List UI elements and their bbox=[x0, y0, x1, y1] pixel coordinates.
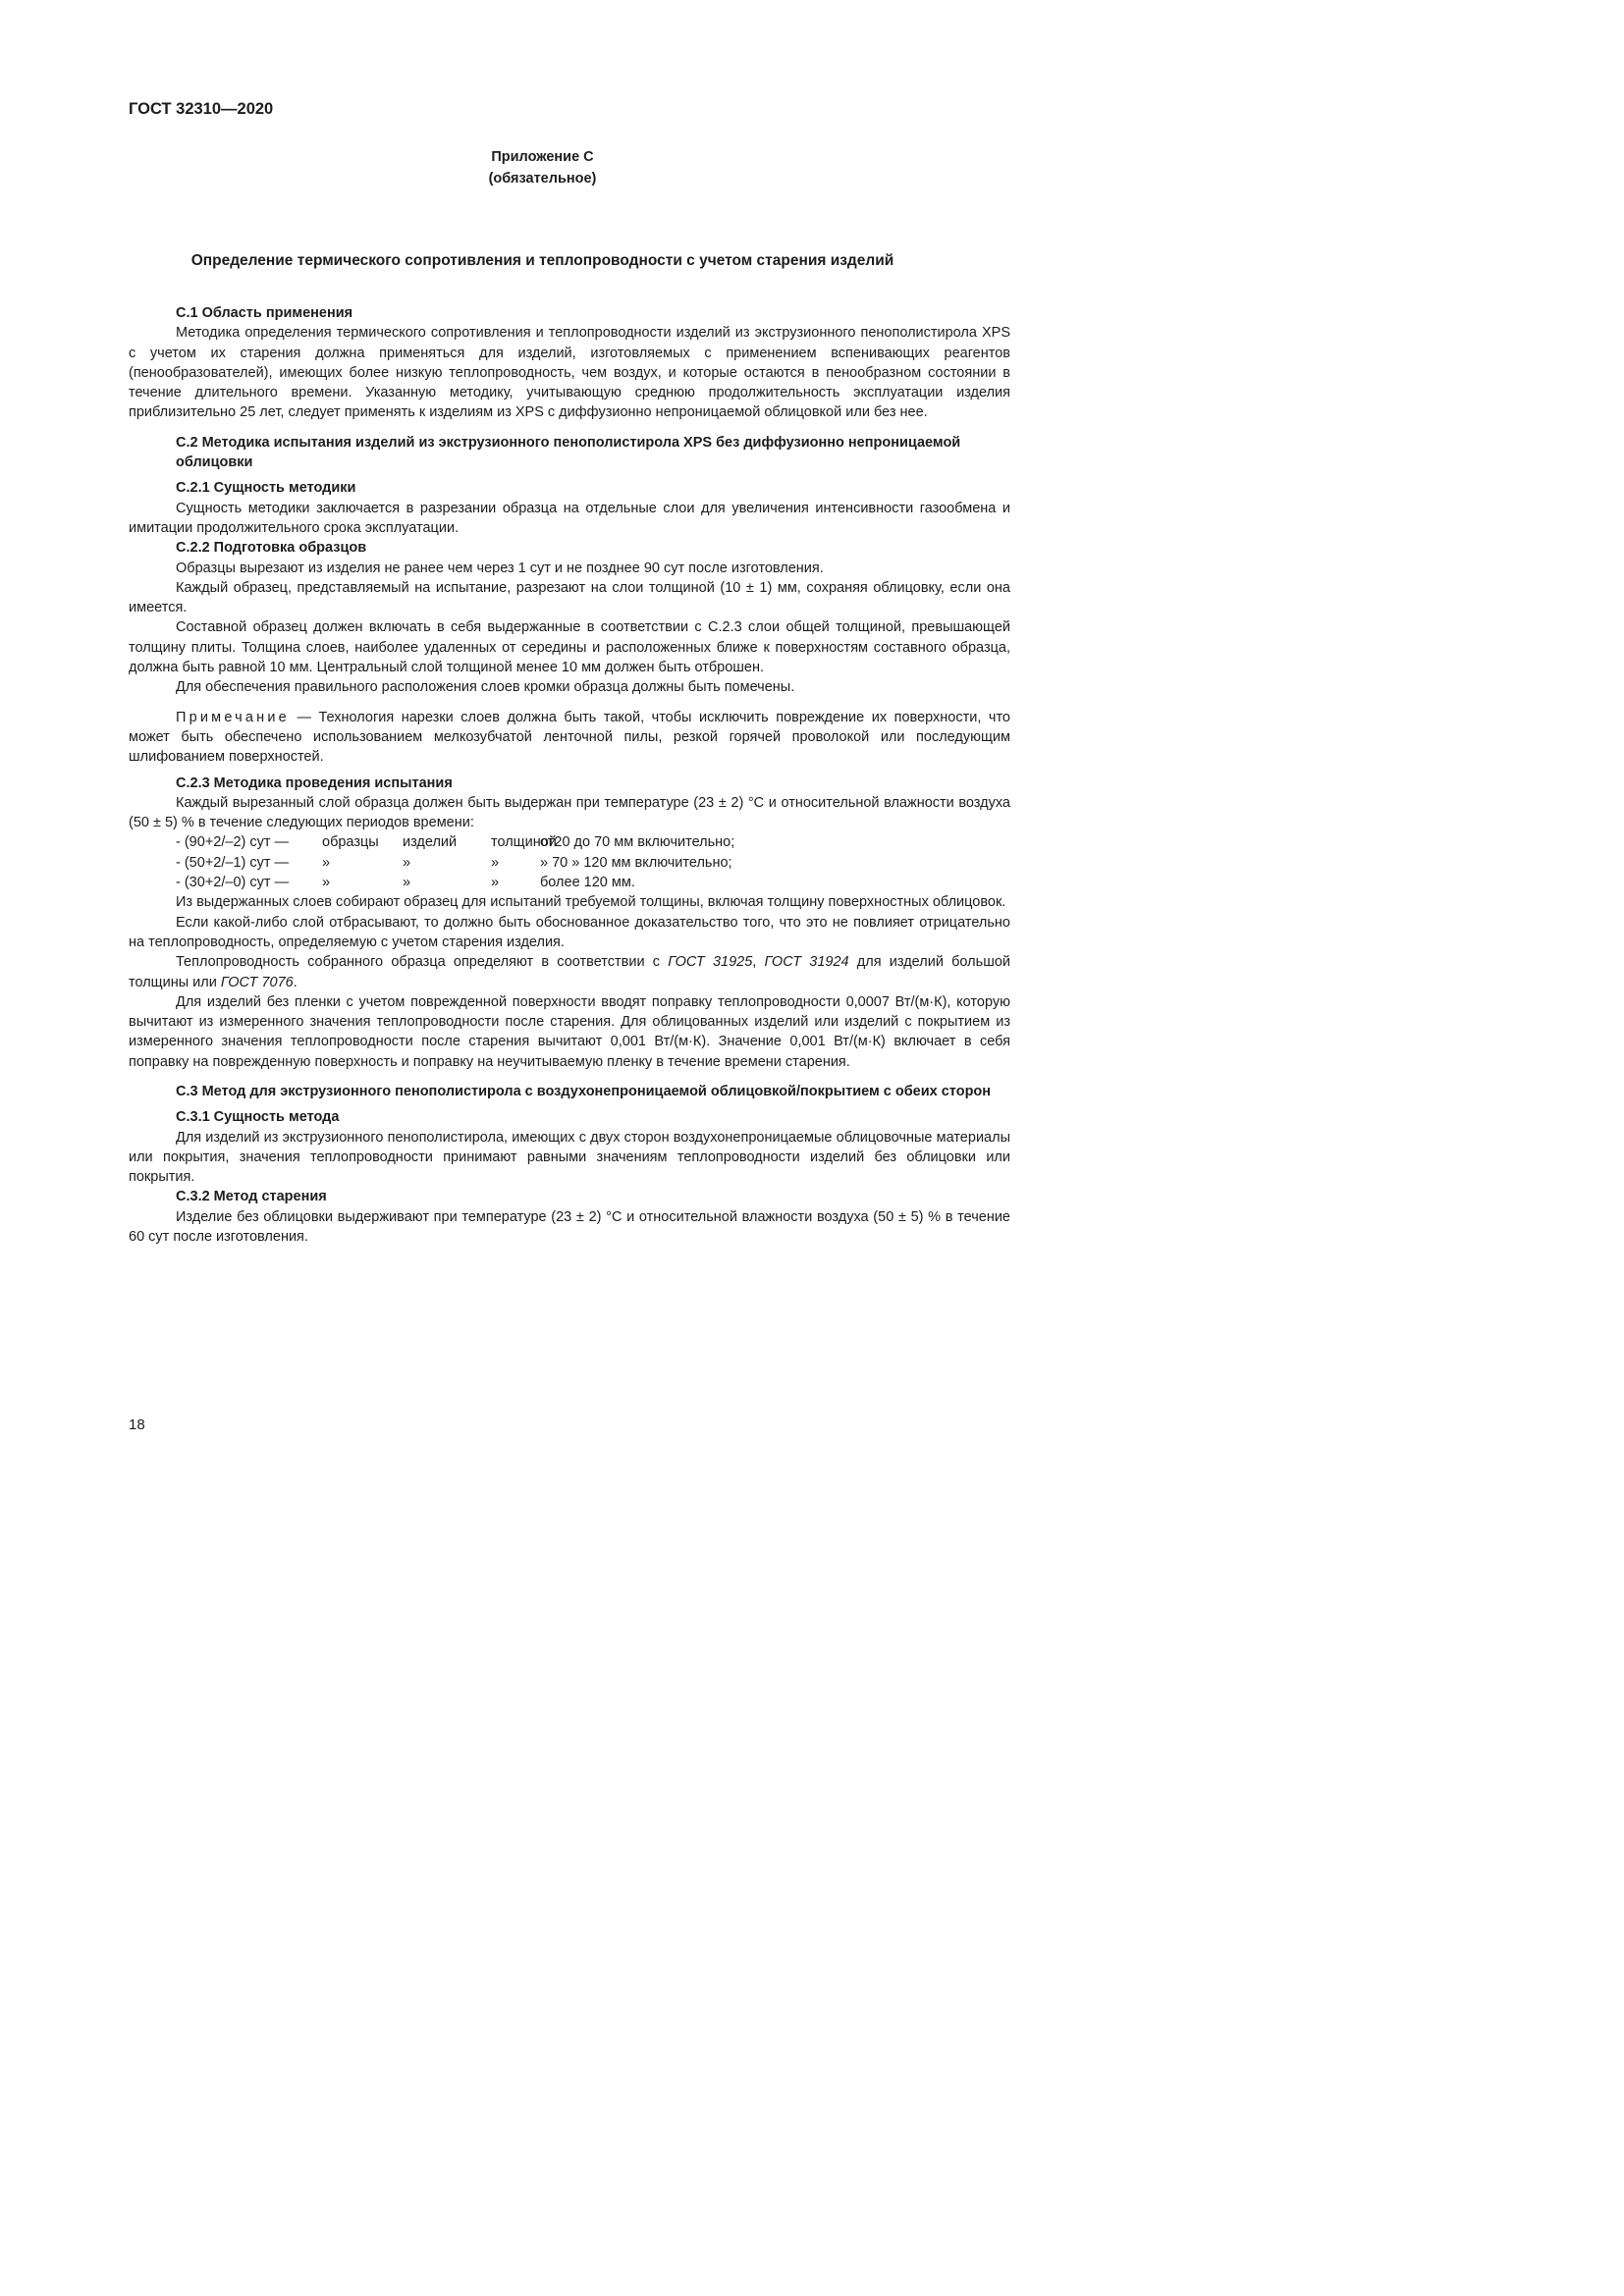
section-heading-c2: С.2 Методика испытания изделий из экструзионного пенополистирола XPS без диффузионно непроницаемой облицовки bbox=[176, 434, 961, 471]
document-body bbox=[129, 303, 1010, 1247]
note-label: Примечание bbox=[176, 709, 290, 725]
list-item: - (30+2/–0) сут — » » » более 120 мм. bbox=[176, 875, 635, 891]
list-item: - (50+2/–1) сут — » » » » 70 » 120 мм включительно; bbox=[176, 854, 732, 871]
aging-periods-list bbox=[129, 832, 1010, 892]
section-heading-c3: С.3 Метод для экструзионного пенополистирола с воздухонепроницаемой облицовкой/покрытием с обеих сторон bbox=[176, 1083, 992, 1099]
subsection-heading-c3-2: С.3.2 Метод старения bbox=[176, 1189, 327, 1205]
paragraph-c2-1: Сущность методики заключается в разрезании образца на отдельные слои для увеличения интенсивности газообмена и имитации продолжительного срока эксплуатации. bbox=[129, 500, 1010, 536]
paragraph-c2-3-4: Теплопроводность собранного образца определяют в соответствии с ГОСТ 31925, ГОСТ 31924 для изделий большой толщины или ГОСТ 7076. bbox=[129, 954, 1010, 990]
paragraph-c2-2-2: Каждый образец, представляемый на испытание, разрезают на слои толщиной (10 ± 1) мм, сохраняя облицовку, если она имеется. bbox=[129, 579, 1010, 616]
paragraph-c2-3-3: Если какой-либо слой отбрасывают, то должно быть обоснованное доказательство того, что это не повлияет отрицательно на теплопроводность, определяемую с учетом старения изделия. bbox=[129, 914, 1010, 950]
paragraph-c2-3-2: Из выдержанных слоев собирают образец для испытаний требуемой толщины, включая толщину поверхностных облицовок. bbox=[176, 894, 1006, 911]
paragraph-c2-2-3: Составной образец должен включать в себя выдержанные в соответствии с С.2.3 слои общей толщиной, превышающей толщину плиты. Толщина слоев, наиболее удаленных от середины и расположенных ближе к поверхностям составного образца, должна быть равной 10 мм. Центральный слой толщиной менее 10 мм должен быть отброшен. bbox=[129, 619, 1010, 676]
reference-link: ГОСТ 31924 bbox=[764, 954, 849, 971]
appendix-status: (обязательное) bbox=[488, 171, 597, 187]
document-page bbox=[0, 0, 1085, 1534]
section-heading-c1: С.1 Область применения bbox=[176, 305, 353, 321]
paragraph-c2-3-1: Каждый вырезанный слой образца должен быть выдержан при температуре (23 ± 2) °С и относительной влажности воздуха (50 ± 5) % в течение следующих периодов времени: bbox=[129, 794, 1010, 831]
note bbox=[129, 708, 1010, 768]
appendix-title: Приложение С bbox=[491, 149, 594, 165]
paragraph-c3-1: Для изделий из экструзионного пенополистирола, имеющих с двух сторон воздухонепроницаемые облицовочные материалы или покрытия, значения теплопроводности принимают равными значениям теплопроводности изделий без облицовки или покрытия. bbox=[129, 1129, 1010, 1186]
subsection-heading-c2-3: С.2.3 Методика проведения испытания bbox=[176, 774, 453, 791]
subsection-heading-c2-2: С.2.2 Подготовка образцов bbox=[176, 540, 367, 557]
list-item: - (90+2/–2) сут — образцы изделий толщиной от20 до 70 мм включительно; bbox=[176, 834, 735, 851]
document-header: ГОСТ 32310—2020 bbox=[129, 100, 274, 118]
paragraph-c3-2: Изделие без облицовки выдерживают при температуре (23 ± 2) °С и относительной влажности воздуха (50 ± 5) % в течение 60 сут после изготовления. bbox=[129, 1208, 1010, 1246]
reference-link: ГОСТ 7076 bbox=[220, 974, 294, 990]
subsection-heading-c2-1: С.2.1 Сущность методики bbox=[176, 480, 356, 497]
paragraph-c2-2-4: Для обеспечения правильного расположения слоев кромки образца должны быть помечены. bbox=[176, 679, 795, 696]
paragraph-c2-2-1: Образцы вырезают из изделия не ранее чем через 1 сут и не позднее 90 сут после изготовления. bbox=[176, 560, 824, 576]
page-number: 18 bbox=[129, 1416, 145, 1433]
paragraph-c2-3-5: Для изделий без пленки с учетом поврежденной поверхности вводят поправку теплопроводности 0,0007 Вт/(м·К), которую вычитают из измеренного значения теплопроводности после старения. Для облицованных изделий или изделий с покрытием из измеренного значения теплопроводности после старения вычитают 0,001 Вт/(м·К). Значение 0,001 Вт/(м·К) включает в себя поправку на поврежденную поверхность и поправку на неучитываемую пленку в течение времени старения. bbox=[129, 993, 1010, 1070]
paragraph-c1: Методика определения термического сопротивления и теплопроводности изделий из экструзионного пенополистирола XPS с учетом их старения должна применяться для изделий, изготовляемых с применением вспенивающих реагентов (пенообразователей), имеющих более низкую теплопроводность, чем воздух, и которые остаются в пенообразном состоянии в течение длительного времени. Указанную методику, учитывающую среднюю продолжительность эксплуатации изделия приблизительно 25 лет, следует применять к изделиям из XPS с диффузионно непроницаемой облицовкой или без нее. bbox=[129, 325, 1010, 421]
subsection-heading-c3-1: С.3.1 Сущность метода bbox=[176, 1109, 340, 1126]
note-text: — Технология нарезки слоев должна быть такой, чтобы исключить повреждение их поверхности, что может быть обеспечено использованием мелкозубчатой ленточной пилы, резкой горячей проволокой или последующим шлифованием поверхностей. bbox=[129, 709, 1010, 766]
reference-link: ГОСТ 31925 bbox=[668, 954, 753, 971]
main-title: Определение термического сопротивления и теплопроводности с учетом старения изделий bbox=[190, 252, 894, 269]
